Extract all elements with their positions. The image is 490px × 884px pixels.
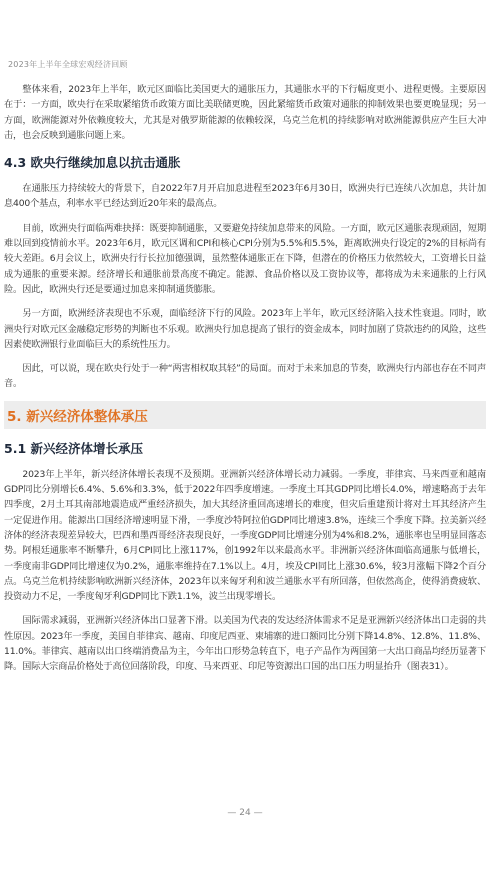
document-body [4, 82, 486, 684]
paragraph-emerging-growth: 2023年上半年，新兴经济体增长表现不及预期。亚洲新兴经济体增长动力减弱。一季度，菲律宾、马来西亚和越南GDP同比分别增长6.4%、5.6%和3.3%，低于2022年四季度增速。一季度土耳其GDP同比增长4.0%，增速略高于去年四季度，2月土耳其南部地震造成严重经济损失，加大其经济重回高速增长的难度，但灾后重建预计将对土耳其经济产生一定促进作用。能源出口国经济增速明显下滑，一季度沙特阿拉伯GDP同比增速3.8%，连续三个季度下降。拉美新兴经济体的经济表现差异较大，巴西和墨西哥经济表现良好，一季度GDP同比增速分别为4%和8.2%，通胀率也呈明显回落态势。阿根廷通胀率不断攀升，6月CPI同比上涨117%，创1992年以来最高水平。非洲新兴经济体面临高通胀与低增长，一季度南非GDP同比增速仅为0.2%，通胀率维持在7.1%以上。4月，埃及CPI同比上涨30.6%，较3月涨幅下降2个百分点。乌克兰危机持续影响欧洲新兴经济体，2023年以来匈牙利和波兰通胀水平有所回落，但依然高企，使得消费疲软、投资动力不足，一季度匈牙利GDP同比下跌1.1%，波兰出现零增长。 [4, 468, 486, 603]
paragraph-economy-risk: 另一方面，欧洲经济表现也不乐观，面临经济下行的风险。2023年上半年，欧元区经济陷入技术性衰退。同时，欧洲央行对欧元区金融稳定形势的判断也不乐观。欧洲央行加息提高了银行的资金成本，同时加剧了贷款违约的风险，这些因素使欧洲银行业面临巨大的系统性压力。 [4, 308, 486, 350]
paragraph-dilemma: 目前，欧洲央行面临两难抉择：既要抑制通胀，又要避免持续加息带来的风险。一方面，欧元区通胀表现顽固，短期难以回到疫情前水平。2023年6月，欧元区调和CPI和核心CPI分别为5.5%和5.5%，距离欧洲央行设定的2%的目标尚有较大差距。6月会议上，欧洲央行行长拉加德强调，虽然整体通胀正在下降，但潜在的价格压力依然较大，工资增长日益成为通胀的重要来源。经济增长和通胀前景高度不确定。能源、食品价格以及工资协议等，都将成为未来通胀的上行风险。因此，欧洲央行还是要通过加息来抑制通货膨胀。 [4, 222, 486, 295]
section-heading-5-1: 5.1 新兴经济体增长承压 [4, 440, 143, 456]
paragraph-export-decline: 国际需求减弱，亚洲新兴经济体出口显著下滑。以美国为代表的发达经济体需求不足是亚洲新兴经济体出口走弱的共性原因。2023年一季度，美国自菲律宾、越南、印度尼西亚、柬埔寨的进口额同比分别下降14.8%、12.8%、11.8%、11.0%。菲律宾、越南以出口终端消费品为主，今年出口形势急转直下，电子产品作为两国第一大出口商品均经历显著下降。国际大宗商品价格处于高位回落阶段，印度、马来西亚、印尼等资源出口国的出口压力明显抬升（图表31）。 [4, 615, 486, 673]
paragraph-conclusion: 因此，可以说，现在欧央行处于一种“两害相权取其轻”的局面。而对于未来加息的节奏，欧洲央行内部也存在不同声音。 [4, 363, 486, 390]
page-number: — 24 — [227, 808, 263, 818]
section-heading-5: 5. 新兴经济体整体承压 [4, 401, 486, 429]
paragraph-rate-hikes: 在通胀压力持续较大的背景下，自2022年7月开启加息进程至2023年6月30日，欧洲央行已连续八次加息，共计加息400个基点，利率水平已经达到近20年来的最高点。 [4, 183, 486, 210]
section-heading-4-3: 4.3 欧央行继续加息以抗击通胀 [4, 155, 181, 171]
paragraph-summary: 整体来看，2023年上半年，欧元区面临比美国更大的通胀压力，其通胀水平的下行幅度更小、进程更慢。主要原因在于：一方面，欧央行在采取紧缩货币政策方面比美联储更晚，因此紧缩货币政策对通胀的抑制效果也要更晚显现；另一方面，欧洲能源对外依赖度较大，尤其是对俄罗斯能源的依赖较深，乌克兰危机的持续影响对欧洲能源供应产生巨大冲击，也会反映到通胀问题上来。 [4, 84, 486, 141]
document-header: 2023年上半年全球宏观经济回顾 [8, 60, 128, 69]
